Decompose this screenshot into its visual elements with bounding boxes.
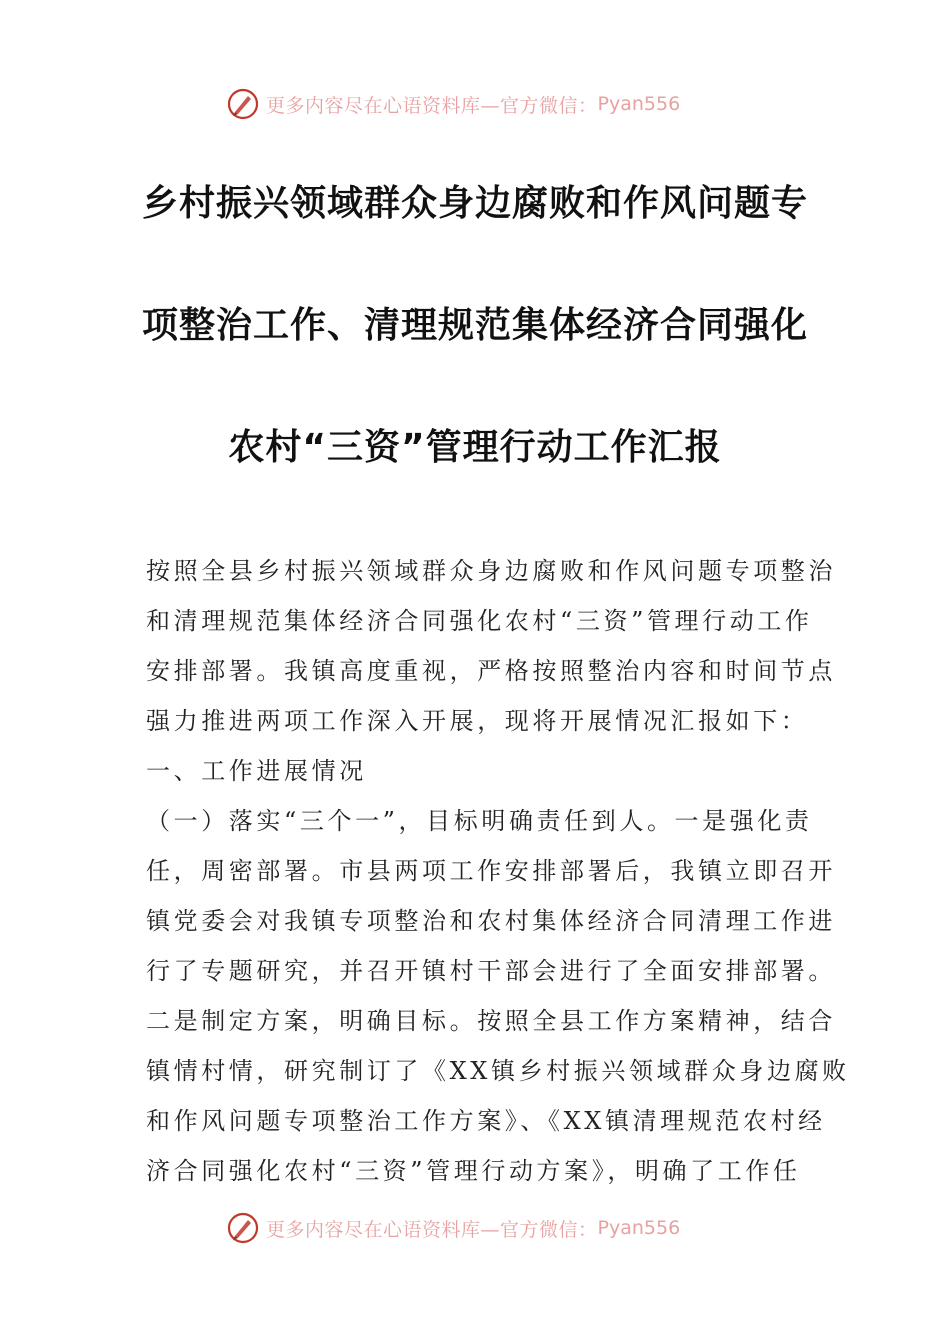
watermark-text: 更多内容尽在心语资料库—官方微信：: [266, 1218, 598, 1241]
document-title-line-1: 乡村振兴领域群众身边腐败和作风问题专: [141, 183, 808, 224]
body-line: 二是制定方案，明确目标。按照全县工作方案精神，结合: [146, 1007, 836, 1035]
pen-logo-icon: [226, 1211, 260, 1245]
body-line: 行了专题研究，并召开镇村干部会进行了全面安排部署。: [146, 957, 836, 985]
watermark-footer: [226, 1208, 680, 1248]
watermark-code: Pyan556: [597, 93, 681, 115]
watermark-code: Pyan556: [597, 1217, 681, 1239]
section-heading: 一、工作进展情况: [146, 757, 367, 785]
watermark-header: [226, 84, 680, 124]
body-line: 强力推进两项工作深入开展，现将开展情况汇报如下：: [146, 707, 809, 735]
body-line: 镇情村情，研究制订了《XX镇乡村振兴领域群众身边腐败: [146, 1057, 850, 1085]
document-title-line-3: 农村“三资”管理行动工作汇报: [228, 427, 722, 468]
body-line: 和清理规范集体经济合同强化农村“三资”管理行动工作: [146, 607, 813, 635]
body-line: 和作风问题专项整治工作方案》、《XX镇清理规范农村经: [146, 1107, 826, 1135]
body-line: 镇党委会对我镇专项整治和农村集体经济合同清理工作进: [146, 907, 836, 935]
document-title-line-2: 项整治工作、清理规范集体经济合同强化: [141, 305, 808, 346]
watermark-text: 更多内容尽在心语资料库—官方微信：: [266, 94, 598, 117]
body-line: 安排部署。我镇高度重视，严格按照整治内容和时间节点: [146, 657, 836, 685]
body-line: （一）落实“三个一”，目标明确责任到人。一是强化责: [146, 807, 813, 835]
body-line: 济合同强化农村“三资”管理行动方案》，明确了工作任: [146, 1157, 801, 1185]
body-line: 任，周密部署。市县两项工作安排部署后，我镇立即召开: [146, 857, 836, 885]
document-body: [146, 546, 850, 1196]
pen-logo-icon: [226, 87, 260, 121]
body-line: 按照全县乡村振兴领域群众身边腐败和作风问题专项整治: [146, 557, 836, 585]
